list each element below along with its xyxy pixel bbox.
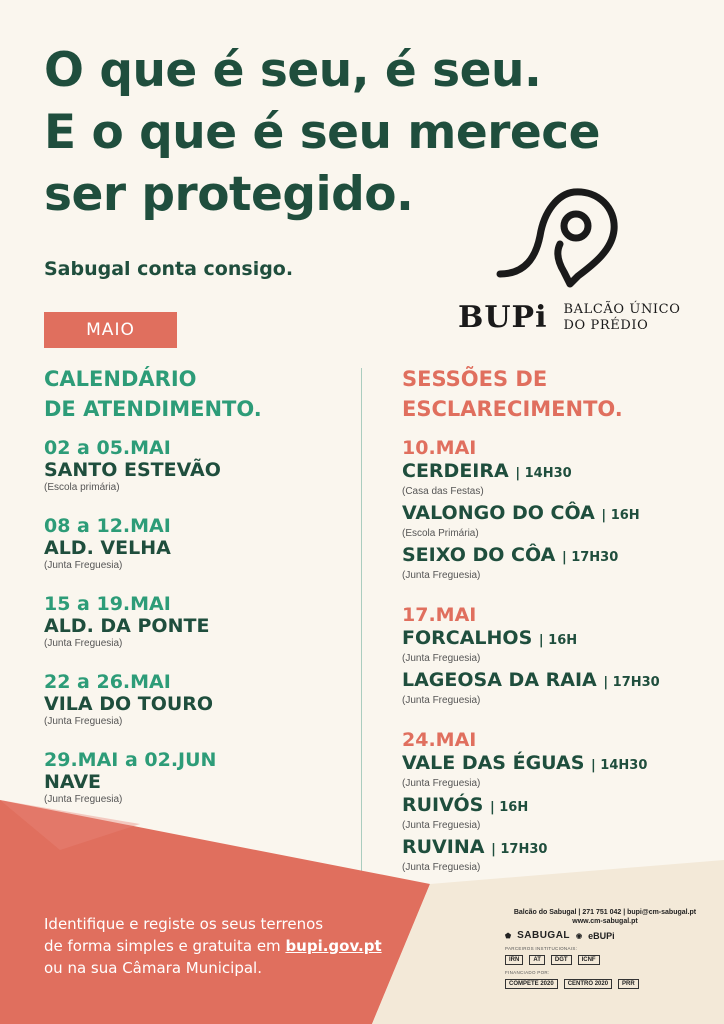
session-place: RUVINA [402,836,485,858]
headline-line-2: E o que é seu merece [44,105,601,160]
bupi-logo [458,300,680,335]
session-note: (Junta Freguesia) [402,820,481,831]
entry-note: (Junta Freguesia) [44,794,123,805]
ebupi-pin-icon: ◉ [576,932,583,940]
subtitle: Sabugal conta consigo. [44,258,294,280]
sessions-title-line-1: SESSÕES DE [402,367,548,391]
entry-note: (Junta Freguesia) [44,716,123,727]
entry-place: SANTO ESTEVÃO [44,459,221,481]
session-item [402,669,712,707]
session-time: | 16H [489,800,529,815]
calendar-entry [44,515,344,593]
calendar-entry [44,437,344,515]
sabugal-shield-icon: ⬟ [505,932,512,940]
calendar-title-line-2: DE ATENDIMENTO. [44,397,262,421]
session-note: (Junta Freguesia) [402,570,481,581]
session-date: 17.MAI [402,604,477,626]
bupi-location-pin-icon [496,186,626,291]
ebupi-logo: eBUPi [588,930,615,941]
contact-line-1: Balcão do Sabugal | 271 751 042 | bupi@cm-sabugal.pt [513,909,697,916]
entry-date: 02 a 05.MAI [44,437,171,459]
call-to-action [44,913,424,979]
main-logos [505,930,705,941]
entry-place: ALD. DA PONTE [44,615,210,637]
calendar-list [44,437,344,827]
month-badge: MAIO [44,312,177,348]
session-note: (Junta Freguesia) [402,862,481,873]
session-time: | 16H [601,508,640,523]
session-item [402,502,712,540]
bupi-wordmark: BUPi [458,300,548,335]
funding-logo: CENTRO 2020 [564,979,612,989]
contact-info [505,908,705,926]
session-place: RUIVÓS [402,794,484,816]
partner-logo: IRN [505,955,523,965]
sabugal-logo: SABUGAL [517,930,571,941]
sessions-title [402,364,623,424]
session-place: VALONGO DO CÔA [402,502,595,524]
entry-date: 29.MAI a 02.JUN [44,749,217,771]
session-item [402,752,712,790]
session-time: | 17H30 [561,550,619,565]
session-item [402,544,712,582]
session-place: CERDEIRA [402,460,509,482]
calendar-title [44,364,262,424]
session-item [402,627,712,665]
session-place: LAGEOSA DA RAIA [402,669,597,691]
funding-logo: COMPETE 2020 [505,979,558,989]
contact-line-2: www.cm-sabugal.pt [572,918,638,925]
funding-logos [505,979,705,989]
partner-logo: DGT [551,955,572,965]
entry-date: 22 a 26.MAI [44,671,171,693]
cta-line-3: ou na sua Câmara Municipal. [44,959,262,977]
session-time: | 14H30 [591,758,648,773]
cta-line-2-text: de forma simples e gratuita em [44,937,286,955]
headline-line-1: O que é seu, é seu. [44,43,542,98]
entry-note: (Junta Freguesia) [44,560,123,571]
session-time: | 17H30 [603,675,660,690]
session-note: (Junta Freguesia) [402,695,481,706]
entry-date: 08 a 12.MAI [44,515,171,537]
session-note: (Junta Freguesia) [402,653,481,664]
session-item [402,460,712,498]
entry-place: NAVE [44,771,101,793]
entry-date: 15 a 19.MAI [44,593,171,615]
footer [505,908,705,989]
session-time: | 14H30 [515,466,572,481]
session-group [402,437,712,582]
bupi-description [563,302,680,334]
partner-logos [505,955,705,965]
session-place: SEIXO DO CÔA [402,544,556,566]
entry-place: ALD. VELHA [44,537,171,559]
session-note: (Junta Freguesia) [402,778,481,789]
session-place: FORCALHOS [402,627,533,649]
session-group [402,604,712,707]
partner-logo: AT [529,955,545,965]
cta-line-1: Identifique e registe os seus terrenos [44,915,324,933]
session-note: (Casa das Festas) [402,486,484,497]
headline-line-3: ser protegido. [44,167,414,222]
session-date: 24.MAI [402,729,477,751]
session-time: | 17H30 [491,842,548,857]
entry-place: VILA DO TOURO [44,693,214,715]
financed-label: FINANCIADO POR: [505,970,550,975]
session-date: 10.MAI [402,437,477,459]
cta-line-2 [44,935,424,957]
partners-label: PARCEIROS INSTITUCIONAIS: [505,946,578,951]
session-place: VALE DAS ÉGUAS [402,752,585,774]
partner-logo: ICNF [578,955,600,965]
funding-logo: PRR [618,979,639,989]
entry-note: (Escola primária) [44,482,120,493]
calendar-entry [44,671,344,749]
sessions-title-line-2: ESCLARECIMENTO. [402,397,623,421]
session-note: (Escola Primária) [402,528,479,539]
bupi-desc-line-1: BALCÃO ÚNICO [563,301,681,317]
entry-note: (Junta Freguesia) [44,638,123,649]
calendar-title-line-1: CALENDÁRIO [44,367,197,391]
bupi-desc-line-2: DO PRÉDIO [563,317,649,333]
calendar-entry [44,593,344,671]
session-time: | 16H [538,633,578,648]
bupi-website-link[interactable]: bupi.gov.pt [285,937,382,955]
